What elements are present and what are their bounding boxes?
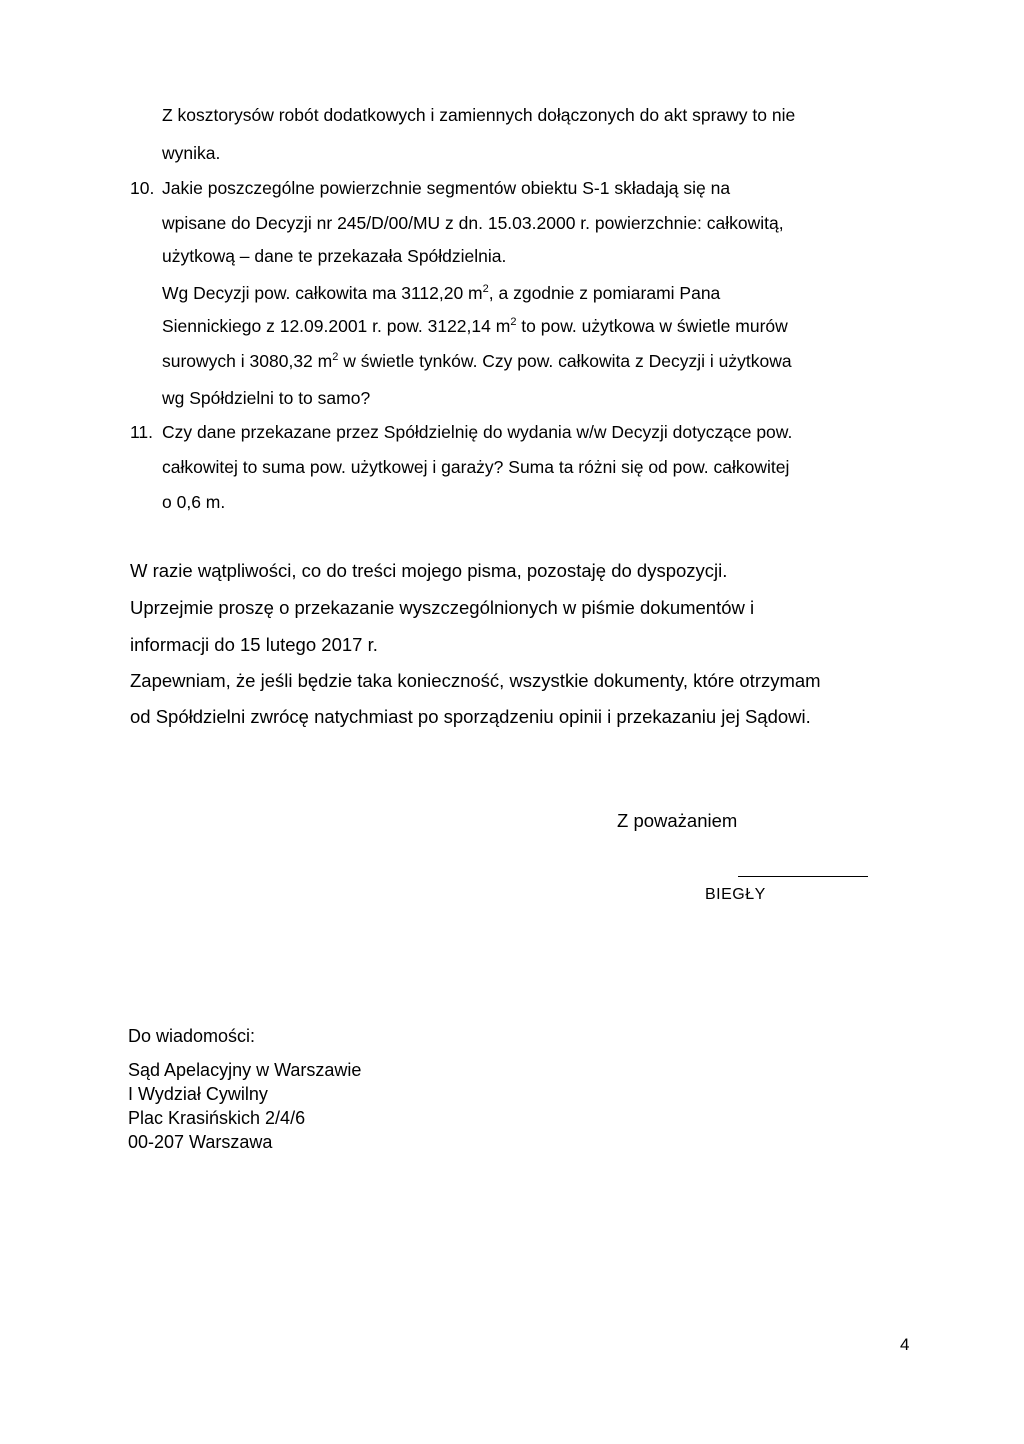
item-10-line-4: Wg Decyzji pow. całkowita ma 3112,20 $m^2$, a zgodnie z pomiarami Pana [162,283,721,303]
item-11-line-1: Czy dane przekazane przez Spółdzielnię do wydania w/w Decyzji dotyczące pow. [162,422,793,442]
item-10-line-7: wg Spółdzielni to to samo? [162,388,371,408]
intro-line-2: wynika. [162,143,221,163]
item-10-line-5: Siennickiego z 12.09.2001 r. pow. 3122,14 $m^2$ to pow. użytkowa w świetle murów [162,316,788,336]
item-10-line-2: wpisane do Decyzji nr 245/D/00/MU z dn. 15.03.2000 r. powierzchnie: całkowitą, [162,213,784,233]
recipient-line-3: Plac Krasińskich 2/4/6 [128,1108,306,1128]
closing-line-1: W razie wątpliwości, co do treści mojego pisma, pozostaję do dyspozycji. [130,560,728,581]
greeting: Z poważaniem [617,810,738,831]
page-number: 4 [900,1335,910,1354]
item-10-line-1: Jakie poszczególne powierzchnie segmentów obiektu S-1 składają się na [162,178,731,198]
recipient-line-4: 00-207 Warszawa [128,1132,273,1152]
closing-line-2: Uprzejmie proszę o przekazanie wyszczególnionych w piśmie dokumentów i [130,597,755,618]
signature-line [738,876,868,877]
item-11-line-2: całkowitej to suma pow. użytkowej i garaży? Suma ta różni się od pow. całkowitej [162,457,790,477]
item-11-line-3: o 0,6 m. [162,492,226,512]
item-10-line-6: surowych i 3080,32 $m^2$ w świetle tynków. Czy pow. całkowita z Decyzji i użytkowa [162,351,792,371]
closing-line-4: Zapewniam, że jeśli będzie taka konieczność, wszystkie dokumenty, które otrzymam [130,670,821,691]
recipient-line-2: I Wydział Cywilny [128,1084,268,1104]
closing-line-3: informacji do 15 lutego 2017 r. [130,634,378,655]
signer-label: BIEGŁY [705,886,766,903]
recipient-line-1: Sąd Apelacyjny w Warszawie [128,1060,362,1080]
closing-line-5: od Spółdzielni zwrócę natychmiast po sporządzeniu opinii i przekazaniu jej Sądowi. [130,706,811,727]
item-10-line-3: użytkową – dane te przekazała Spółdzielnia. [162,246,507,266]
item-11-number: 11. [130,422,154,442]
item-10-number: 10. [130,178,155,198]
intro-line-1: Z kosztorysów robót dodatkowych i zamiennych dołączonych do akt sprawy to nie [162,105,796,125]
recipients-heading: Do wiadomości: [128,1026,256,1046]
